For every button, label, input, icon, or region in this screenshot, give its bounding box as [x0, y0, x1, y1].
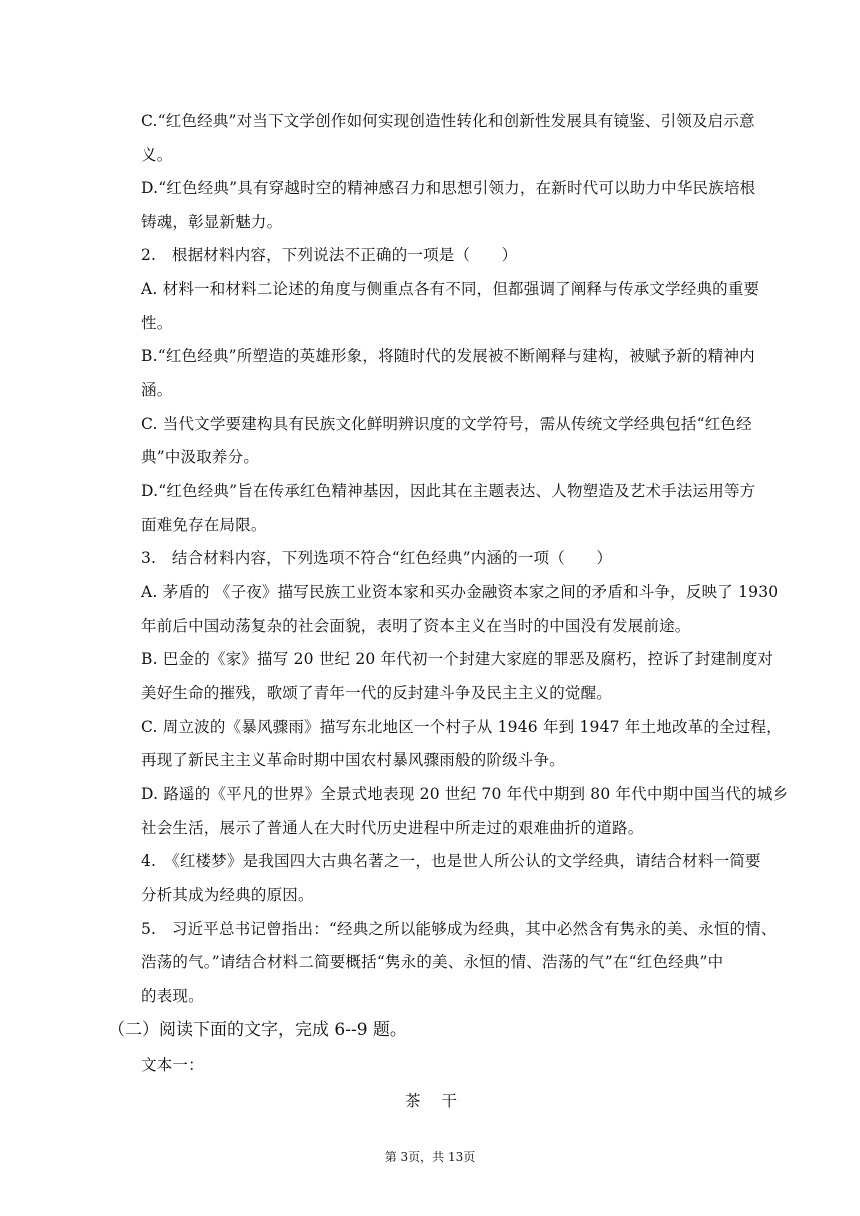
q5-line3: 的表现。 — [141, 987, 204, 1005]
q2-option-b-line1: B.“红色经典”所塑造的英雄形象，将随时代的发展被不断阐释与建构，被赋予新的精神内 — [141, 347, 755, 365]
q3-option-c-line2: 再现了新民主主义革命时期中国农村暴风骤雨般的阶级斗争。 — [141, 751, 565, 769]
q1-option-c-line2: 义。 — [141, 146, 173, 164]
q1-option-c-line1: C.“红色经典”对当下文学创作如何实现创造性转化和创新性发展具有镜鉴、引领及启示意 — [141, 112, 755, 130]
q2-option-a-line1: A. 材料一和材料二论述的角度与侧重点各有不同，但都强调了阐释与传承文学经典的重要 — [141, 280, 760, 298]
q3-option-b-line1: B. 巴金的《家》描写 20 世纪 20 年代初一个封建大家庭的罪恶及腐朽，控诉了封建制度对 — [141, 650, 774, 668]
q2-option-c-line2: 典”中汲取养分。 — [141, 448, 260, 466]
q3-option-c-line1: C. 周立波的《暴风骤雨》描写东北地区一个村子从 1946 年到 1947 年土地改革的全过程， — [141, 718, 782, 736]
q3-option-a-line2: 年前后中国动荡复杂的社会面貌，表明了资本主义在当时的中国没有发展前途。 — [141, 617, 691, 635]
q2-option-a-line2: 性。 — [141, 314, 173, 332]
q4-line2: 分析其成为经典的原因。 — [141, 886, 314, 904]
q1-option-d-line1: D.“红色经典”具有穿越时空的精神感召力和思想引领力，在新时代可以助力中华民族培根 — [141, 179, 756, 197]
q3-stem: 3. 结合材料内容，下列选项不符合“红色经典”内涵的一项（ ） — [141, 549, 613, 567]
q2-option-d-line2: 面难免存在局限。 — [141, 516, 267, 534]
q3-option-b-line2: 美好生命的摧残，歌颂了青年一代的反封建斗争及民主主义的觉醒。 — [141, 684, 613, 702]
q5-line1: 5. 习近平总书记曾指出：“经典之所以能够成为经典，其中必然含有隽永的美、永恒的情、 — [141, 920, 777, 938]
section-heading: （二）阅读下面的文字，完成 6--9 题。 — [108, 1020, 407, 1040]
story-title: 茶 干 — [405, 1092, 458, 1110]
q5-line2: 浩荡的气。”请结合材料二简要概括“隽永的美、永恒的情、浩荡的气”在“红色经典”中 — [141, 953, 724, 971]
q2-option-d-line1: D.“红色经典”旨在传承红色精神基因，因此其在主题表达、人物塑造及艺术手法运用等方 — [141, 482, 756, 500]
q3-option-d-line2: 社会生活，展示了普通人在大时代历史进程中所走过的艰难曲折的道路。 — [141, 819, 644, 837]
q3-option-d-line1: D. 路遥的《平凡的世界》全景式地表现 20 世纪 70 年代中期到 80 年代中期中国当代的城乡 — [141, 785, 789, 803]
text-one-label: 文本一： — [141, 1056, 204, 1074]
q4-line1: 4. 《红楼梦》是我国四大古典名著之一，也是世人所公认的文学经典，请结合材料一简要 — [141, 852, 761, 870]
q2-stem: 2. 根据材料内容，下列说法不正确的一项是（ ） — [141, 246, 518, 264]
q2-option-b-line2: 涵。 — [141, 381, 173, 399]
q3-option-a-line1: A. 茅盾的 《子夜》描写民族工业资本家和买办金融资本家之间的矛盾和斗争，反映了 1930 — [141, 583, 779, 601]
page-number-footer: 第 3页，共 13页 — [384, 1150, 476, 1164]
q2-option-c-line1: C. 当代文学要建构具有民族文化鲜明辨识度的文学符号，需从传统文学经典包括“红色经 — [141, 415, 752, 433]
q1-option-d-line2: 铸魂，彰显新魅力。 — [141, 213, 283, 231]
